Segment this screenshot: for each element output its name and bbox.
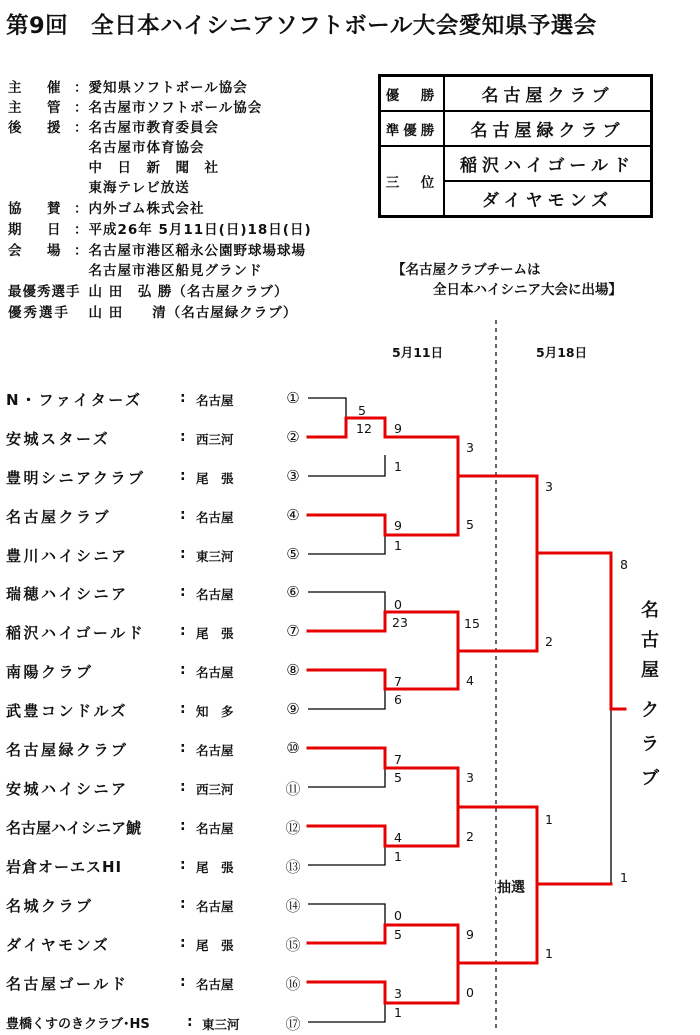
seed-number: ⑭ <box>285 897 301 915</box>
team-name: N・ファイターズ <box>6 391 143 409</box>
colon: : <box>180 546 186 562</box>
team-region: 東三河 <box>196 549 234 564</box>
seed-number: ⑤ <box>286 545 300 563</box>
colon: : <box>180 896 186 912</box>
score: 1 <box>620 870 628 885</box>
colon: : <box>180 857 186 873</box>
champion-char: ク <box>641 700 659 721</box>
colon: : <box>187 1014 193 1030</box>
score: 0 <box>394 597 402 612</box>
info-row: 東海テレビ放送 <box>74 180 190 196</box>
score: 5 <box>358 403 366 418</box>
info-row: 名古屋市体育協会 <box>74 140 205 156</box>
team-region: 名古屋 <box>196 665 234 680</box>
date-round-1: 5月11日 <box>392 345 444 360</box>
team-name: 安城スターズ <box>6 430 111 448</box>
team-name: 豊明シニアクラブ <box>6 469 146 487</box>
colon: : <box>180 740 186 756</box>
colon: : <box>180 623 186 639</box>
team-region: 名古屋 <box>196 899 234 914</box>
score: 5 <box>394 927 402 942</box>
team-name: 南陽クラブ <box>6 663 94 681</box>
note-line-1: 【名古屋クラブチームは <box>392 262 541 278</box>
team-region: 名古屋 <box>196 743 234 758</box>
colon: : <box>180 584 186 600</box>
score: 1 <box>545 946 553 961</box>
seed-number: ④ <box>286 506 300 524</box>
score: 3 <box>466 770 474 785</box>
info-row: 主 催 ：愛知県ソフトボール協会 <box>8 80 248 96</box>
colon: : <box>180 662 186 678</box>
score: 9 <box>466 927 474 942</box>
result-team: ダイヤモンズ <box>444 181 651 216</box>
result-team: 名古屋クラブ <box>444 76 651 111</box>
score: 1 <box>545 812 553 827</box>
info-row: 最優秀選手 山 田 弘 勝（名古屋クラブ） <box>8 284 289 300</box>
team-region: 尾 張 <box>196 626 234 641</box>
score: 1 <box>394 538 402 553</box>
seed-number: ① <box>286 389 300 407</box>
score: 0 <box>394 908 402 923</box>
champion-char: 名 <box>641 600 659 621</box>
seed-number: ⑬ <box>285 858 301 876</box>
team-region: 知 多 <box>196 704 234 719</box>
info-row: 主 管 ：名古屋市ソフトボール協会 <box>8 100 263 116</box>
colon: : <box>180 779 186 795</box>
colon: : <box>180 701 186 717</box>
team-region: 尾 張 <box>196 938 234 953</box>
seed-number: ⑪ <box>285 780 301 798</box>
team-region: 西三河 <box>196 782 234 797</box>
colon: : <box>180 429 186 445</box>
result-team: 稲沢ハイゴールド <box>444 146 651 181</box>
team-region: 西三河 <box>196 432 234 447</box>
colon: : <box>180 818 186 834</box>
team-region: 名古屋 <box>196 587 234 602</box>
info-row: 期 日 ：平成26年 5月11日(日)18日(日) <box>8 222 312 238</box>
score: 15 <box>464 616 480 631</box>
score: 6 <box>394 692 402 707</box>
info-row: 名古屋市港区船見グランド <box>74 263 263 279</box>
score: 4 <box>394 830 402 845</box>
info-row: 協 賛 ：内外ゴム株式会社 <box>8 201 205 217</box>
team-region: 東三河 <box>202 1017 240 1032</box>
champion-char: 屋 <box>641 660 659 681</box>
score: 23 <box>392 615 408 630</box>
score: 4 <box>466 673 474 688</box>
champion-char: ブ <box>641 768 659 789</box>
seed-number: ⑰ <box>285 1015 301 1033</box>
date-round-2: 5月18日 <box>536 345 588 360</box>
seed-number: ⑨ <box>286 700 300 718</box>
score: 0 <box>466 985 474 1000</box>
team-name: 名古屋緑クラブ <box>6 741 129 759</box>
seed-number: ③ <box>286 467 300 485</box>
score: 5 <box>394 770 402 785</box>
rank-label: 三 位 <box>380 146 444 216</box>
info-row: 優秀選手 山 田 清（名古屋緑クラブ） <box>8 305 298 321</box>
team-name: 安城ハイシニア <box>6 780 129 798</box>
info-row: 会 場 ：名古屋市港区稲永公園野球場球場 <box>8 243 306 259</box>
score: 9 <box>394 421 402 436</box>
team-name: ダイヤモンズ <box>6 936 111 954</box>
team-name: 名古屋ゴールド <box>6 975 129 993</box>
score: 1 <box>394 849 402 864</box>
page-title: 第9回 全日本ハイシニアソフトボール大会愛知県予選会 <box>6 13 597 39</box>
score: 1 <box>394 459 402 474</box>
seed-number: ⑯ <box>285 975 301 993</box>
colon: : <box>180 468 186 484</box>
score: 7 <box>394 752 402 767</box>
colon: : <box>180 974 186 990</box>
score: 9 <box>394 518 402 533</box>
score: 1 <box>394 1005 402 1020</box>
team-name: 豊橋くすのきクラブ･HS <box>6 1017 150 1032</box>
team-region: 名古屋 <box>196 821 234 836</box>
score: 12 <box>356 421 372 436</box>
team-name: 名城クラブ <box>6 897 94 915</box>
team-name: 豊川ハイシニア <box>6 547 129 565</box>
score: 3 <box>545 479 553 494</box>
score: 3 <box>466 440 474 455</box>
score: 7 <box>394 674 402 689</box>
score: 8 <box>620 557 628 572</box>
score: 5 <box>466 517 474 532</box>
team-name: 名古屋クラブ <box>6 508 112 526</box>
team-name: 武豊コンドルズ <box>6 702 129 720</box>
score: 2 <box>466 829 474 844</box>
seed-number: ⑫ <box>285 819 301 837</box>
champion-char: ラ <box>641 734 659 755</box>
team-region: 名古屋 <box>196 510 234 525</box>
rank-label: 優 勝 <box>380 76 444 111</box>
rank-label: 準優勝 <box>380 111 444 146</box>
lottery-label: 抽選 <box>496 877 526 897</box>
team-region: 尾 張 <box>196 860 234 875</box>
note-line-2: 全日本ハイシニア大会に出場】 <box>433 282 622 298</box>
result-team: 名古屋緑クラブ <box>444 111 651 146</box>
info-row: 中 日 新 聞 社 <box>74 160 219 176</box>
info-row: 後 援 ：名古屋市教育委員会 <box>8 120 219 136</box>
team-region: 名古屋 <box>196 977 234 992</box>
score: 3 <box>394 986 402 1001</box>
team-name: 稲沢ハイゴールド <box>6 624 146 642</box>
champion-char: 古 <box>641 630 659 651</box>
team-name: 名古屋ハイシニア鯱 <box>6 819 142 837</box>
team-region: 尾 張 <box>196 471 234 486</box>
colon: : <box>180 507 186 523</box>
score: 2 <box>545 634 553 649</box>
seed-number: ⑩ <box>286 739 300 757</box>
team-name: 岩倉オーエスHI <box>6 858 123 876</box>
colon: : <box>180 935 186 951</box>
seed-number: ⑮ <box>285 936 301 954</box>
team-name: 瑞穂ハイシニア <box>6 585 129 603</box>
team-region: 名古屋 <box>196 393 234 408</box>
seed-number: ② <box>286 428 300 446</box>
colon: : <box>180 390 186 406</box>
seed-number: ⑦ <box>286 622 300 640</box>
seed-number: ⑧ <box>286 661 300 679</box>
seed-number: ⑥ <box>286 583 300 601</box>
